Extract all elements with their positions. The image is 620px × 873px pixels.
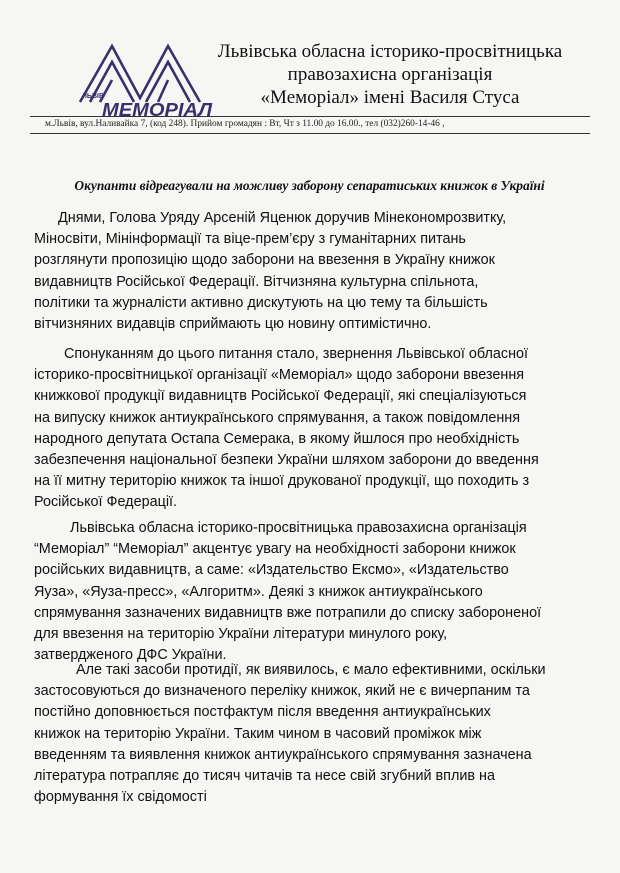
text-line: Міносвіти, Мінінформації та віце-прем’єру з гуманітарних питань	[34, 231, 466, 248]
text-line: забезпечення національної безпеки України шляхом заборони до введення	[34, 452, 539, 469]
letterhead-rule-bottom	[30, 133, 590, 134]
paragraph-4	[34, 660, 588, 808]
text-line: російських видавництв, а саме: «Издательство Ексмо», «Издательство	[34, 562, 509, 579]
logo-lettering-large: МЕМОРІАЛ	[102, 100, 213, 120]
logo-lettering-small: ЛЬВІВ	[82, 93, 104, 100]
text-line: розглянути пропозицію щодо заборони на ввезення в Україну книжок	[34, 252, 495, 269]
org-name-line: правозахисна організація	[287, 64, 493, 85]
text-line: література потрапляє до тисяч читачів та несе свій згубний вплив на	[34, 768, 495, 785]
text-line: народного депутата Остапа Семерака, в якому йшлося про необхідність	[34, 430, 520, 447]
text-line: Днями, Голова Уряду Арсеній Яценюк доручив Мінекономрозвитку,	[58, 210, 507, 226]
text-line: історико-просвітницької організації «Меморіал» щодо заборони ввезення	[34, 367, 525, 384]
text-line: затвердженого ДФС України.	[34, 647, 227, 664]
text-line: Львівська обласна історико-просвітницька правозахисна організація	[70, 520, 527, 536]
text-line: застосовуються до визначеного переліку книжок, який не є вичерпаним та	[34, 683, 530, 700]
text-line: вітчизняних видавців сприймають цю новину оптимістично.	[34, 316, 432, 333]
article-headline: Окупанти відреагували на можливу заборону сепаратиських книжок в Україні	[74, 178, 545, 193]
text-line: Яуза», «Яуза-пресс», «Алгоритм». Деякі з книжок антиукраїнського	[34, 583, 483, 600]
text-line: книжкової продукції видавництв Російської Федерації, які спеціалізуються	[34, 388, 527, 405]
text-line: формування їх свідомості	[34, 789, 207, 806]
text-line: на випуску книжок антиукраїнського спрямування, а також повідомлення	[34, 409, 521, 426]
text-line: на її митну територію книжок та іншої друкованої продукції, що походить з	[34, 473, 530, 490]
letterhead-rule-top	[30, 116, 590, 117]
text-line: політики та журналісти активно дискутують на цю тему та більшість	[34, 294, 488, 311]
paragraph-3	[34, 518, 588, 666]
paragraph-2	[34, 344, 588, 514]
text-line: спрямування зазначених видавництв вже потрапили до списку забороненої	[34, 604, 542, 621]
organization-name	[180, 40, 600, 109]
text-line: Російської Федерації.	[34, 494, 178, 511]
contact-info: м.Львів, вул.Наливайка 7, (код 248). Прийом громадян : Вт, Чт з 11.00 до 16.00., тел (032)260-14-46 ,	[45, 119, 445, 129]
text-line: Але такі засоби протидії, як виявилось, є мало ефективними, оскільки	[76, 662, 546, 678]
text-line: Спонуканням до цього питання стало, звернення Львівської обласної	[64, 346, 529, 362]
paragraph-1	[34, 208, 588, 335]
text-line: “Меморіал” “Меморіал” акцентує увагу на необхідності заборони книжок	[34, 541, 516, 558]
text-line: для ввезення на територію України літератури минулого року,	[34, 626, 448, 643]
text-line: постійно доповнюється постфактум після введення антиукраїнських	[34, 704, 491, 721]
org-name-line: Львівська обласна історико-просвітницька	[217, 41, 563, 62]
text-line: книжок на територію України. Таким чином в часовий проміжок між	[34, 725, 482, 742]
org-name-line: «Меморіал» імені Василя Стуса	[260, 87, 520, 108]
text-line: введенням та виявлення книжок антиукраїнського спрямування зазначена	[34, 746, 532, 763]
text-line: видавництв Російської Федерації. Вітчизняна культурна спільнота,	[34, 273, 479, 290]
